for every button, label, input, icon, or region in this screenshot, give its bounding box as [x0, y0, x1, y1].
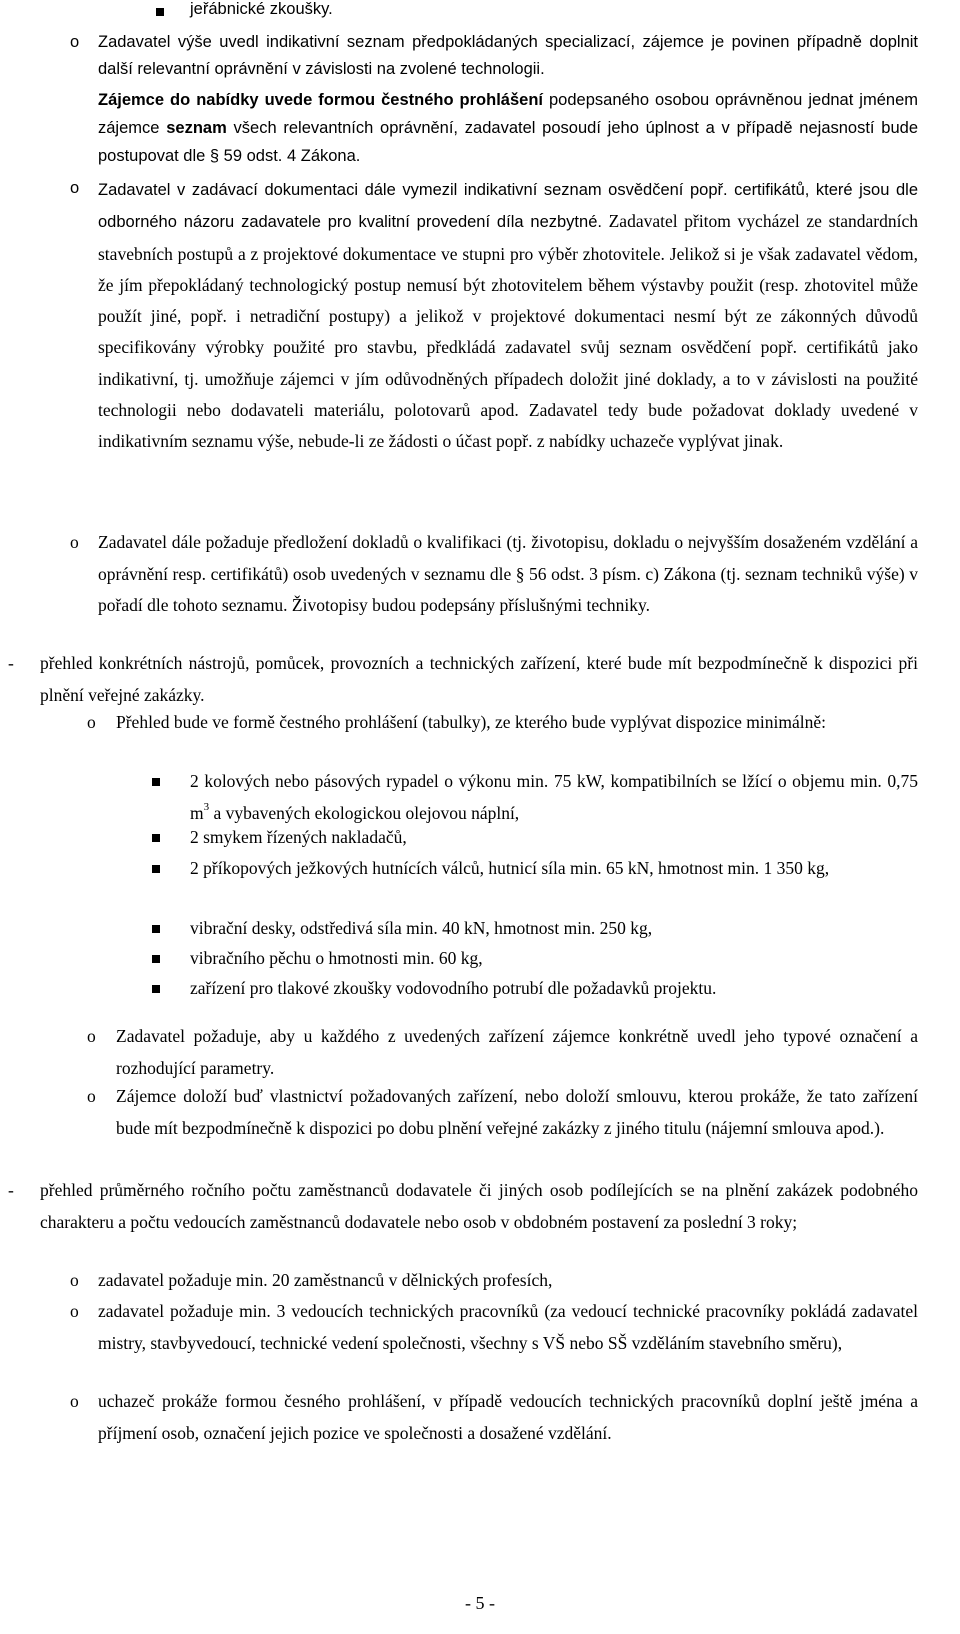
list-item-text: přehled průměrného ročního počtu zaměstnanců dodavatele či jiných osob podílejících se na plnění zakázek podobného charakteru a počtu vedoucích zaměstnanců dodavatele nebo osob v obdobném postavení za poslední 3 roky;	[40, 1180, 918, 1232]
list-marker-o: o	[70, 179, 80, 197]
list-item-text-sans: Zadavatel v zadávací dokumentaci dále vymezil indikativní seznam osvědčení popř. certifikátů, které jsou dle odborného názoru zadavatele pro kvalitní provedení díla nezbytné.	[98, 181, 918, 232]
equipment-item	[190, 766, 918, 829]
square-bullet-icon	[152, 778, 160, 786]
list-item-text: Zadavatel požaduje, aby u každého z uvedených zařízení zájemce konkrétně uvedl jeho typové označení a rozhodující parametry.	[116, 1026, 918, 1078]
equipment-item: 2 příkopových ježkových hutnících válců, hutnicí síla min. 65 kN, hmotnost min. 1 350 kg,	[190, 858, 830, 878]
list-marker-o: o	[70, 33, 80, 51]
section-reference: § 59 odst. 4 Zákona.	[209, 147, 361, 165]
list-marker-dash: -	[8, 653, 14, 673]
list-item-text: uchazeč prokáže formou česného prohlášení, v případě vedoucích technických pracovníků doplní ještě jména a příjmení osob, označení jejich pozice ve společnosti a dosažené vzdělání.	[98, 1391, 918, 1443]
requirement-text: podepsaného osobou oprávněnou jednat jménem zájemce	[98, 91, 918, 137]
unit-superscript: 3	[203, 800, 210, 813]
equipment-item: zařízení pro tlakové zkoušky vodovodního potrubí dle požadavků projektu.	[190, 978, 717, 998]
list-item-text: Zadavatel dále požaduje předložení dokladů o kvalifikaci (tj. životopisu, dokladu o nejvyšším dosaženém vzdělání a oprávnění resp. certifikátů) osob uvedených v seznamu dle § 56 odst. 3 písm. c) Zákona (tj. seznam techniků výše) v pořadí dle tohoto seznamu. Životopisy budou podepsány příslušnými techniky.	[98, 532, 918, 615]
square-bullet-icon	[152, 865, 160, 873]
list-item-text: přehled konkrétních nástrojů, pomůcek, provozních a technických zařízení, které bude mít bezpodmínečně k dispozici při plnění veřejné zakázky.	[40, 653, 918, 705]
equipment-text: a vybavených ekologickou olejovou náplní,	[209, 802, 520, 823]
list-marker-o: o	[70, 1270, 79, 1290]
requirement-paragraph	[98, 86, 918, 170]
requirement-bold-seznam: seznam	[166, 119, 227, 137]
requirement-text: všech relevantních oprávnění, zadavatel posoudí jeho úplnost a v případě nejasností bude postupovat dle	[98, 119, 918, 165]
list-item-text: zadavatel požaduje min. 3 vedoucích technických pracovníků (za vedoucí technické pracovníky pokládá zadavatel mistry, stavbyvedoucí, technické vedení společnosti, všechny s VŠ nebo SŠ vzděláním stavebního směru),	[98, 1301, 918, 1353]
equipment-item: 2 smykem řízených nakladačů,	[190, 827, 407, 847]
list-marker-o: o	[70, 1301, 79, 1321]
square-bullet-icon	[152, 955, 160, 963]
square-bullet-icon	[152, 834, 160, 842]
list-marker-o: o	[70, 532, 79, 552]
square-bullet-icon	[156, 8, 164, 16]
list-item-text	[98, 174, 918, 458]
list-marker-o: o	[87, 712, 96, 732]
requirement-bold-lead: Zájemce do nabídky uvede formou čestného prohlášení	[98, 91, 543, 109]
list-marker-dash: -	[8, 1180, 14, 1200]
equipment-item: vibrační desky, odstředivá síla min. 40 kN, hmotnost min. 250 kg,	[190, 918, 653, 938]
square-bullet-icon	[152, 925, 160, 933]
list-marker-o: o	[87, 1086, 96, 1106]
list-marker-o: o	[87, 1026, 96, 1046]
list-item-text: jeřábnické zkoušky.	[190, 0, 333, 18]
page-number: - 5 -	[465, 1593, 495, 1613]
list-item-text: Přehled bude ve formě čestného prohlášení (tabulky), ze kterého bude vyplývat dispozice minimálně:	[116, 712, 826, 732]
equipment-text: 2 kolových nebo pásových rypadel o výkonu min. 75 kW, kompatibilních se lžící o objemu min. 0,75 m	[190, 771, 918, 823]
square-bullet-icon	[152, 985, 160, 993]
list-item-text: zadavatel požaduje min. 20 zaměstnanců v dělnických profesích,	[98, 1270, 553, 1290]
list-marker-o: o	[70, 1391, 79, 1411]
list-item-text: Zadavatel výše uvedl indikativní seznam předpokládaných specializací, zájemce je povinen případně doplnit další relevantní oprávnění v závislosti na zvolené technologii.	[98, 33, 918, 78]
list-item-text-serif: Zadavatel přitom vycházel ze standardních stavebních postupů a z projektové dokumentace ve stupni pro výběr zhotovitele. Jelikož si je však zadavatel vědom, že jím přepokládaný technologický postup nemusí být zhotovitelem během výstavby použit (resp. zhotovitel může použít jiné, popř. i netradiční postupy) a jelikož v projektové dokumentaci nesmí být ze zákonných důvodů specifikovány výrobky použité pro stavbu, předkládá zadavatel svůj seznam osvědčení popř. certifikátů jako indikativní, tj. umožňuje zájemci v jím odůvodněných případech doložit jiné doklady, a to v závislosti na použité technologii nebo dodavateli materiálu, polotovarů apod. Zadavatel tedy bude požadovat doklady uvedené v indikativním seznamu výše, nebude-li ze žádosti o účast popř. z nabídky uchazeče vyplývat jinak.	[98, 211, 918, 452]
list-item-text: Zájemce doloží buď vlastnictví požadovaných zařízení, nebo doloží smlouvu, kterou prokáže, že tato zařízení bude mít bezpodmínečně k dispozici po dobu plnění veřejné zakázky z jiného titulu (nájemní smlouva apod.).	[116, 1086, 918, 1138]
equipment-item: vibračního pěchu o hmotnosti min. 60 kg,	[190, 948, 483, 968]
